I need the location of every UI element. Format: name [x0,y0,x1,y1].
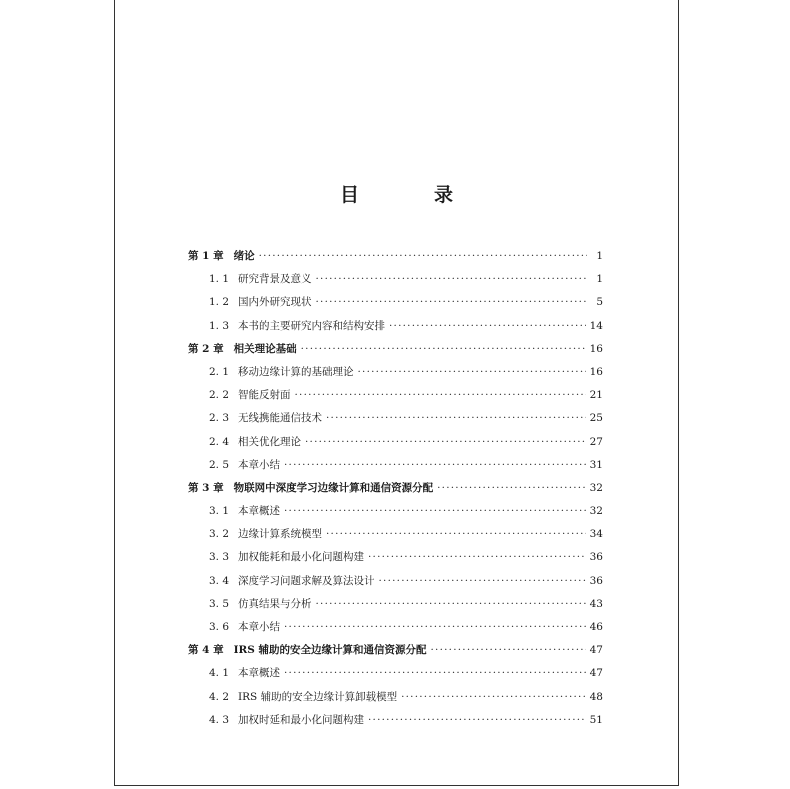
toc-page-number: 21 [589,389,603,402]
toc-entry-number: 4. 2 [209,690,230,703]
toc-section-row [188,546,603,569]
toc-page-number: 1 [596,273,603,286]
toc-entry-title: 移动边缘计算的基础理论 [238,365,354,378]
toc-entry-number: 3. 5 [209,597,230,610]
toc-section-row [188,593,603,616]
toc-chapter-row [188,477,603,500]
toc-dot-leader [431,639,586,662]
toc-dot-leader [316,593,586,616]
toc-section-row [188,709,603,732]
toc-entry-title: 智能反射面 [238,389,291,402]
toc-entry-number: 4. 1 [209,667,230,680]
toc-entry-title: 研究背景及意义 [238,273,312,286]
toc-entry-title: IRS 辅助的安全边缘计算卸载模型 [238,690,398,703]
toc-section-row [188,268,603,291]
toc-entry-number: 2. 3 [209,412,230,425]
toc-page-number: 51 [589,713,603,726]
toc-entry-title: 物联网中深度学习边缘计算和通信资源分配 [233,481,434,494]
toc-page-number: 16 [589,365,603,378]
toc-entry-number: 2. 5 [209,458,230,471]
toc-page-number: 16 [589,342,603,355]
toc-entry-number: 2. 4 [209,435,230,448]
toc-page-number: 43 [589,597,603,610]
toc-section-row [188,384,603,407]
toc-entry-title: 无线携能通信技术 [238,412,322,425]
toc-dot-leader [379,570,586,593]
toc-entry-number: 3. 3 [209,551,230,564]
toc-section-row [188,570,603,593]
toc-chapter-row [188,639,603,662]
toc-entry-title: 仿真结果与分析 [238,597,312,610]
toc-entry-number: 1. 3 [209,319,230,332]
toc-page-number: 34 [589,528,603,541]
toc-entry-title: 本书的主要研究内容和结构安排 [238,319,385,332]
toc-entry-number: 3. 2 [209,528,230,541]
toc-entry-number: 3. 1 [209,505,230,518]
toc-page-number: 48 [589,690,603,703]
toc-dot-leader [305,431,586,454]
toc-page-number: 25 [589,412,603,425]
toc-entry-number: 2. 2 [209,389,230,402]
toc-dot-leader [284,500,586,523]
table-of-contents [188,245,603,732]
toc-entry-title: 加权时延和最小化问题构建 [238,713,364,726]
book-page [114,0,679,786]
toc-section-row [188,361,603,384]
toc-section-row [188,407,603,430]
toc-dot-leader [316,291,588,314]
toc-entry-number: 第 2 章 [188,342,224,355]
toc-dot-leader [301,338,586,361]
toc-dot-leader [358,361,586,384]
toc-page-number: 46 [589,621,603,633]
toc-dot-leader [326,407,586,430]
toc-section-row [188,431,603,454]
toc-page-number: 32 [589,505,603,518]
toc-page-number: 1 [596,250,603,262]
toc-entry-title: IRS 辅助的安全边缘计算和通信资源分配 [233,644,427,657]
toc-entry-title: 绪论 [233,250,255,262]
toc-section-row [188,686,603,709]
toc-entry-number: 第 3 章 [188,481,224,494]
toc-section-row [188,616,603,639]
toc-section-row [188,523,603,546]
toc-page-number: 31 [589,458,603,471]
toc-page-number: 36 [589,551,603,564]
page-title: 目 录 [339,184,481,206]
toc-section-row [188,662,603,685]
toc-entry-number: 3. 6 [209,621,230,633]
toc-page-number: 36 [589,574,603,587]
toc-section-row [188,454,603,477]
toc-page-number: 32 [589,481,603,494]
toc-section-row [188,500,603,523]
toc-entry-title: 国内外研究现状 [238,296,312,309]
toc-entry-title: 加权能耗和最小化问题构建 [238,551,364,564]
toc-entry-title: 相关优化理论 [238,435,301,448]
toc-dot-leader [368,709,586,732]
toc-dot-leader [284,454,586,477]
toc-entry-number: 1. 1 [209,273,230,286]
toc-dot-leader [326,523,586,546]
toc-dot-leader [284,662,586,685]
toc-page-number: 5 [596,296,603,309]
toc-entry-number: 3. 4 [209,574,230,587]
toc-entry-number: 4. 3 [209,713,230,726]
toc-entry-number: 1. 2 [209,296,230,309]
toc-chapter-row [188,245,603,268]
toc-section-row [188,291,603,314]
toc-entry-title: 本章小结 [238,458,280,471]
toc-dot-leader [316,268,588,291]
toc-page-number: 27 [589,435,603,448]
toc-section-row [188,315,603,338]
toc-page-number: 14 [589,319,603,332]
toc-entry-number: 2. 1 [209,365,230,378]
toc-dot-leader [437,477,586,500]
toc-page-number: 47 [589,667,603,680]
toc-entry-title: 本章概述 [238,505,280,518]
toc-dot-leader [284,616,586,639]
toc-dot-leader [389,315,586,338]
toc-chapter-row [188,338,603,361]
toc-entry-number: 第 4 章 [188,644,224,657]
toc-entry-title: 本章概述 [238,667,280,680]
toc-entry-title: 深度学习问题求解及算法设计 [238,574,375,587]
toc-entry-number: 第 1 章 [188,250,224,262]
toc-dot-leader [295,384,586,407]
toc-entry-title: 边缘计算系统模型 [238,528,322,541]
toc-dot-leader [401,686,586,709]
toc-dot-leader [259,245,587,268]
toc-entry-title: 相关理论基础 [233,342,297,355]
toc-entry-title: 本章小结 [238,621,280,633]
toc-page-number: 47 [589,644,603,657]
toc-dot-leader [368,546,586,569]
